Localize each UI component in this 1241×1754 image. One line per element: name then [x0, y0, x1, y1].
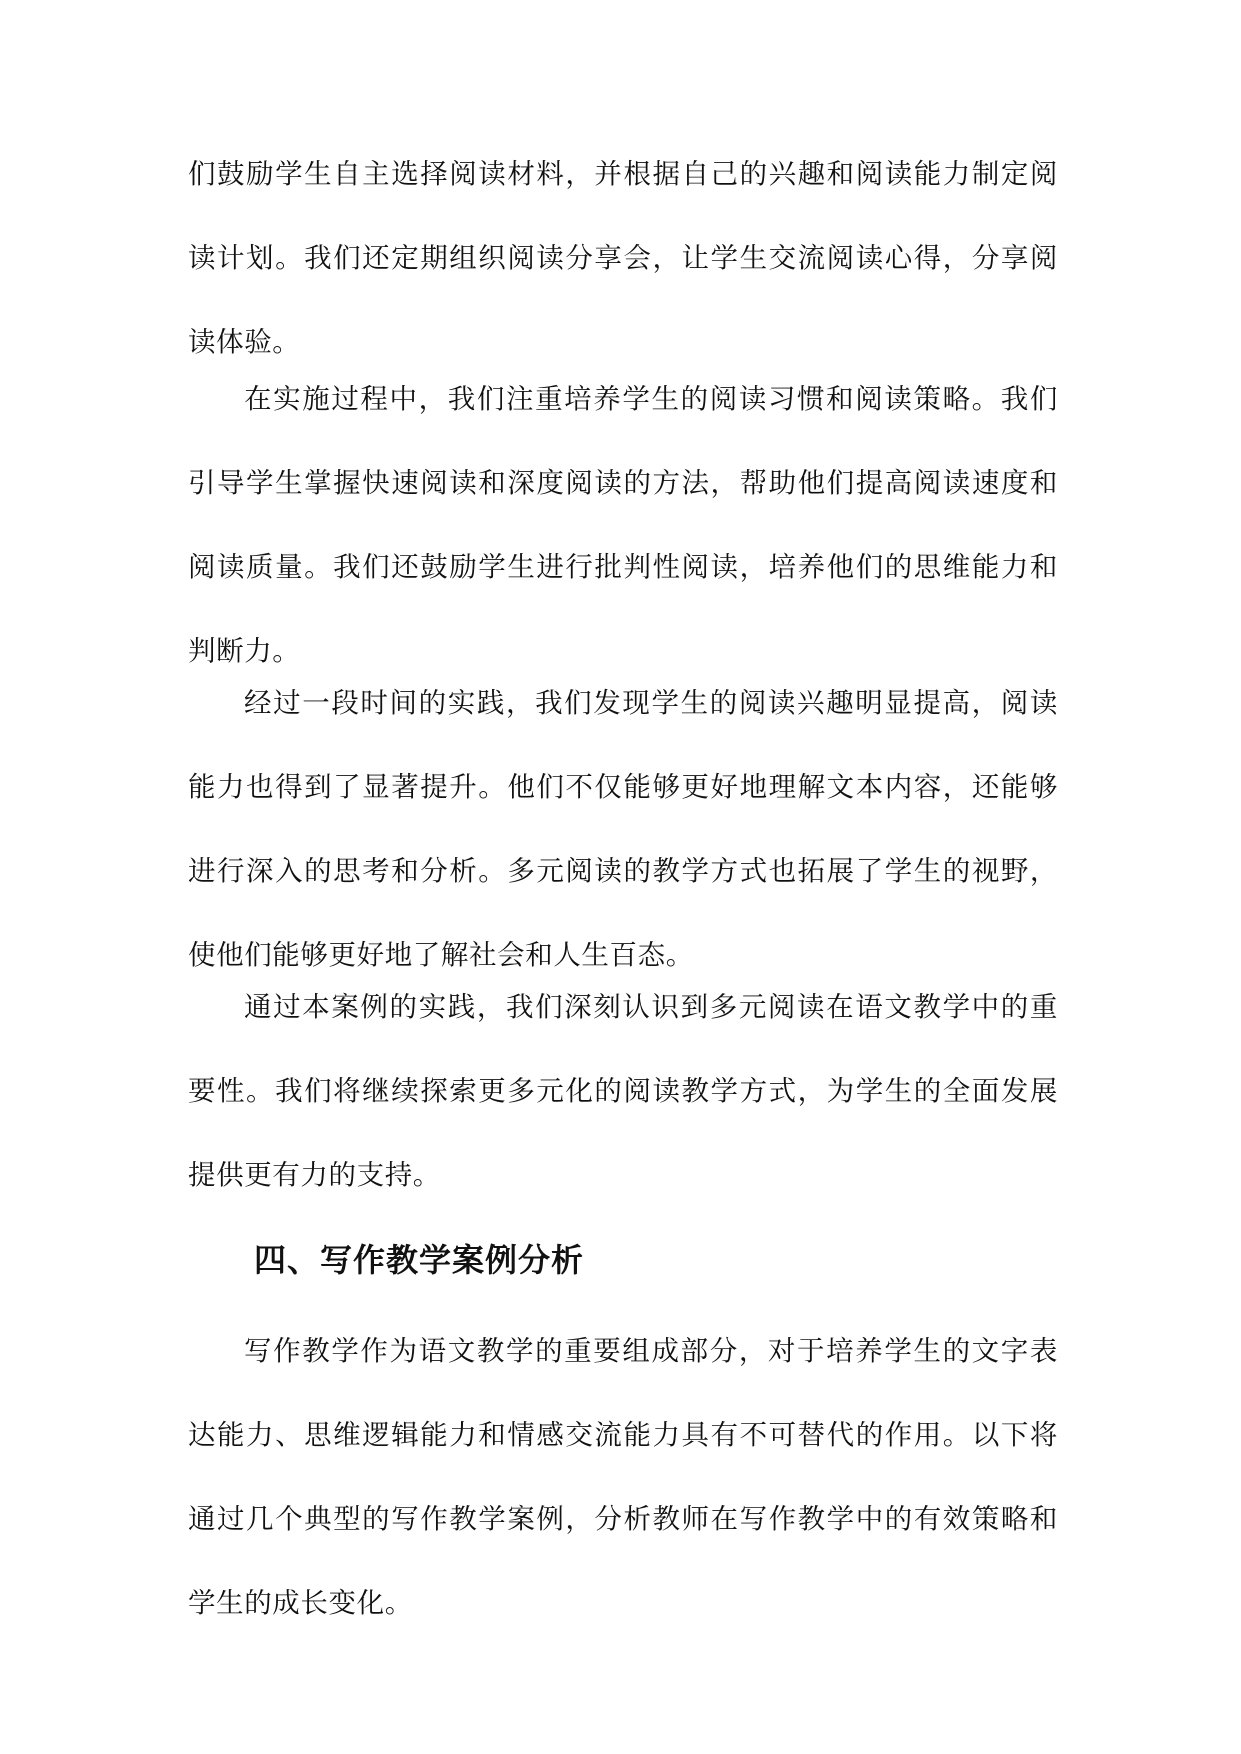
paragraph-writing-intro: 写作教学作为语文教学的重要组成部分，对于培养学生的文字表达能力、思维逻辑能力和情感交流能力具有不可替代的作用。以下将通过几个典型的写作教学案例，分析教师在写作教学中的有效策略和学生的成长变化。	[188, 1335, 1058, 1619]
paragraph-results: 经过一段时间的实践，我们发现学生的阅读兴趣明显提高，阅读能力也得到了显著提升。他们不仅能够更好地理解文本内容，还能够进行深入的思考和分析。多元阅读的教学方式也拓展了学生的视野，使他们能够更好地了解社会和人生百态。	[188, 687, 1058, 971]
paragraph-conclusion: 通过本案例的实践，我们深刻认识到多元阅读在语文教学中的重要性。我们将继续探索更多元化的阅读教学方式，为学生的全面发展提供更有力的支持。	[188, 991, 1058, 1191]
paragraph-continued: 们鼓励学生自主选择阅读材料，并根据自己的兴趣和阅读能力制定阅读计划。我们还定期组织阅读分享会，让学生交流阅读心得，分享阅读体验。	[188, 158, 1058, 358]
section-heading: 四、写作教学案例分析	[254, 1241, 585, 1279]
paragraph-implementation: 在实施过程中，我们注重培养学生的阅读习惯和阅读策略。我们引导学生掌握快速阅读和深度阅读的方法，帮助他们提高阅读速度和阅读质量。我们还鼓励学生进行批判性阅读，培养他们的思维能力和判断力。	[188, 383, 1058, 667]
